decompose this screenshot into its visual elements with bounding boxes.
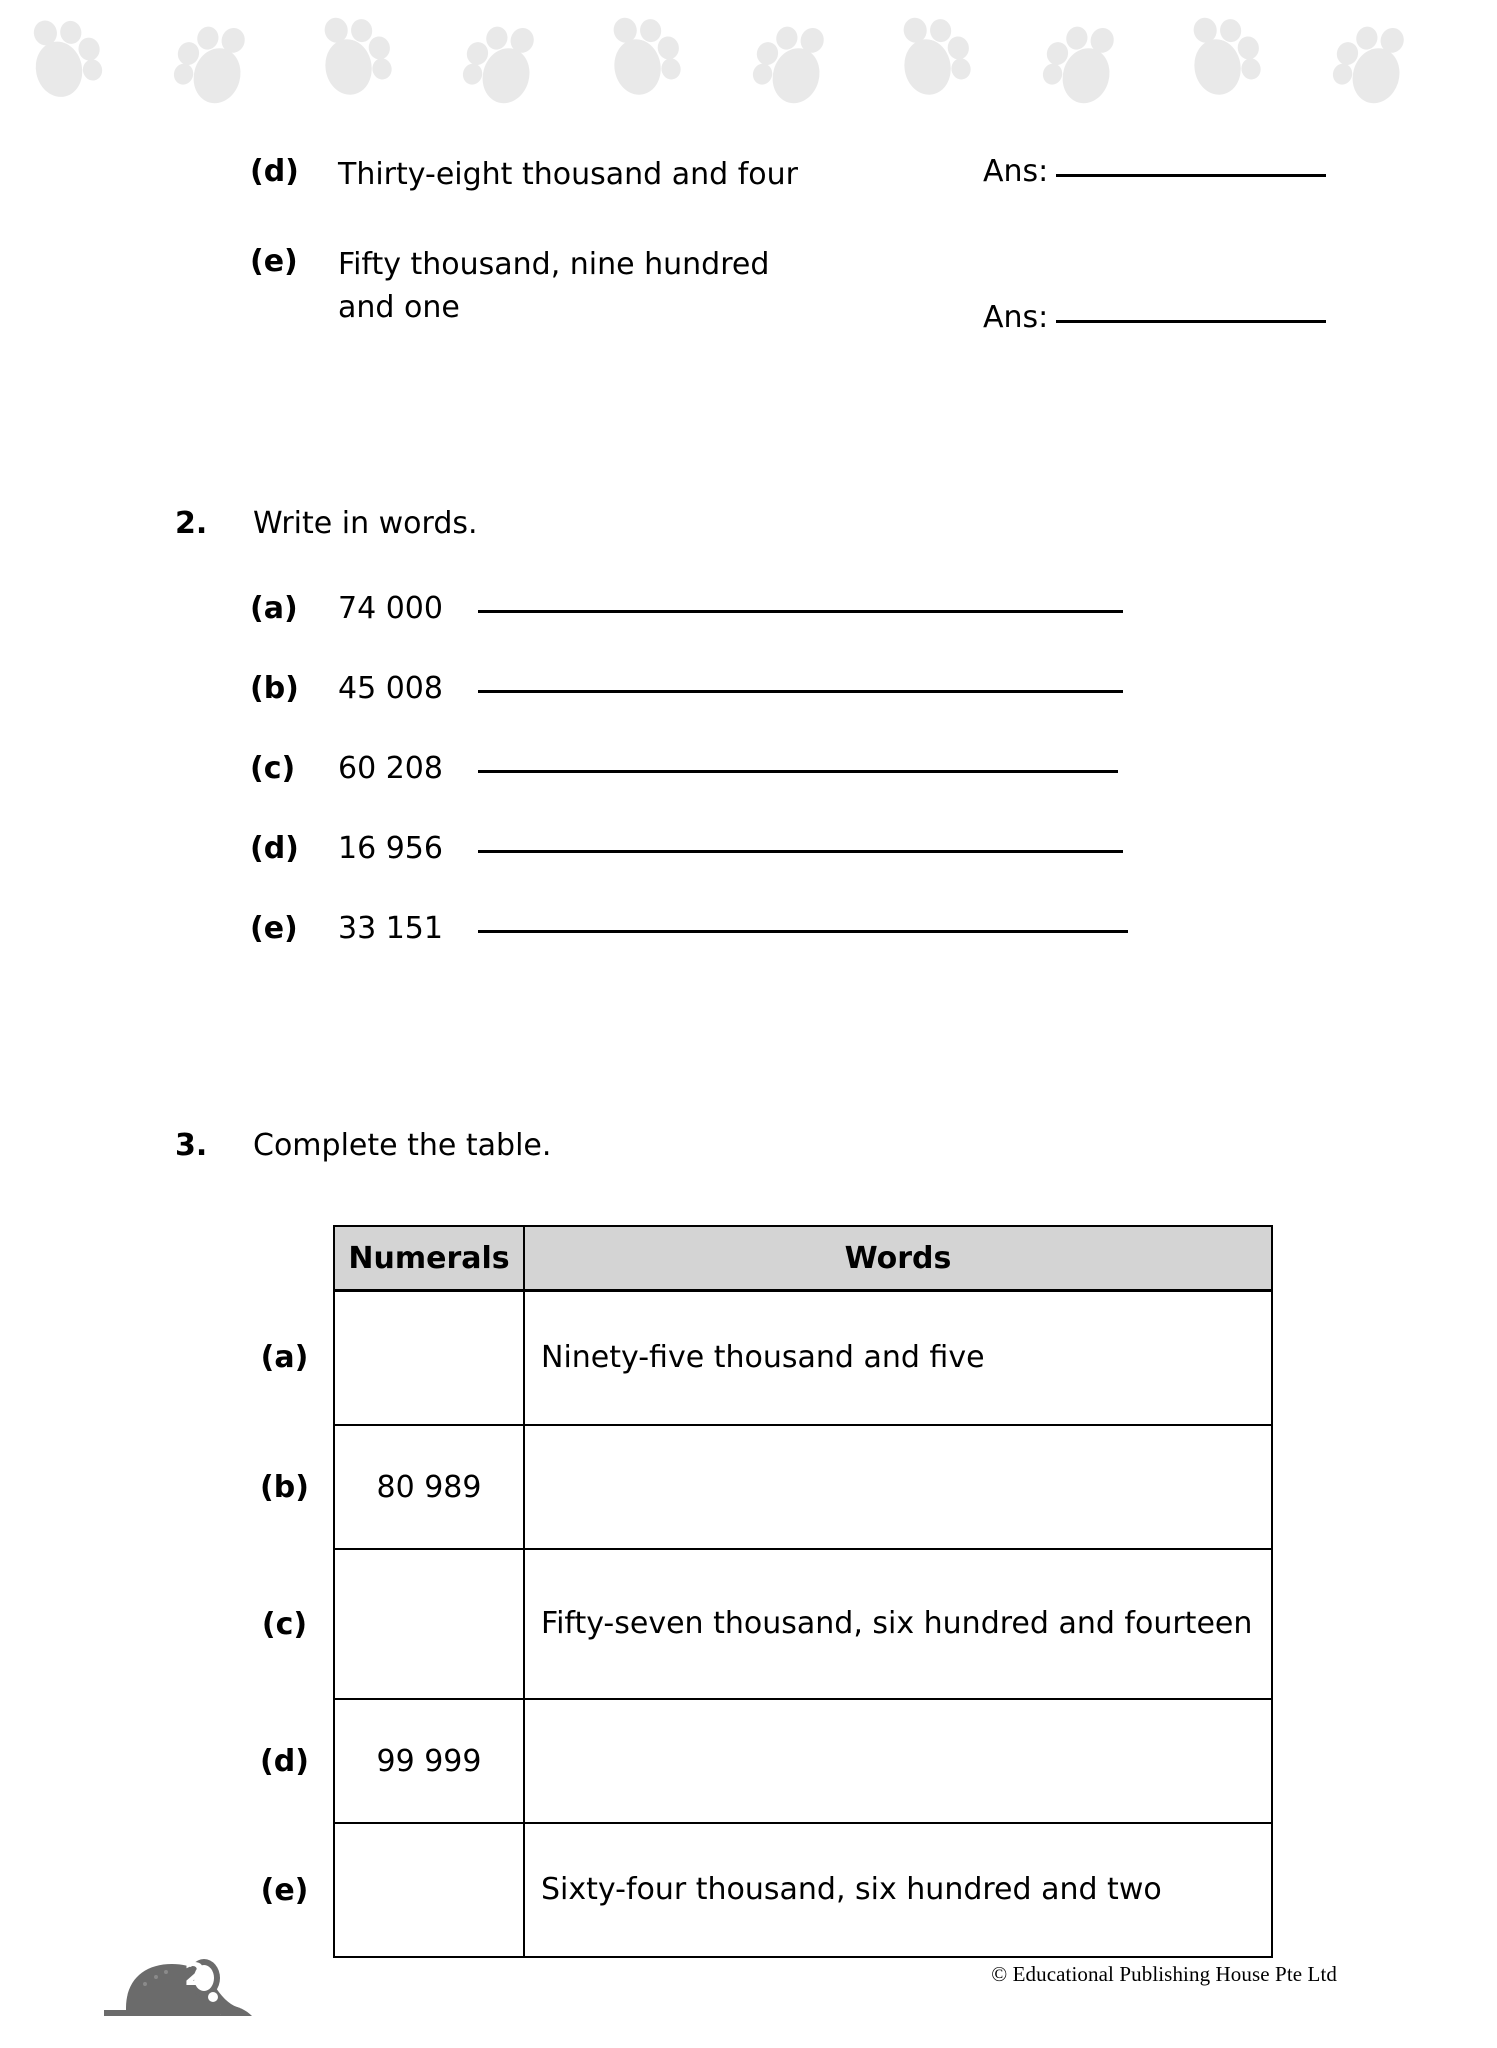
paw-print-icon (300, 0, 411, 110)
answer-blank-1e[interactable] (1056, 319, 1326, 323)
answer-blank-2c[interactable] (478, 769, 1118, 773)
row-marker-c: (c) (261, 1606, 308, 1642)
paw-print-icon (879, 0, 990, 110)
column-header-numerals: Numerals (334, 1226, 524, 1291)
row-marker-d: (d) (260, 1743, 309, 1779)
item-numeral: 33 151 (338, 911, 443, 946)
item-numeral: 60 208 (338, 751, 443, 786)
paw-print-icon (441, 3, 560, 122)
column-header-words: Words (524, 1226, 1272, 1291)
item-numeral: 45 008 (338, 671, 443, 706)
paw-print-icon (731, 3, 850, 122)
question-title: Complete the table. (253, 1128, 552, 1163)
row-marker-a: (a) (260, 1340, 309, 1376)
cell-words-e[interactable]: Sixty-four thousand, six hundred and two (524, 1823, 1272, 1957)
answer-label: Ans: (983, 154, 1049, 189)
answer-blank-1d[interactable] (1056, 173, 1326, 177)
item-letter: (e) (250, 911, 298, 946)
table-row (250, 1425, 1272, 1549)
question-2-item-e (250, 911, 1128, 946)
answer-blank-2e[interactable] (478, 929, 1128, 933)
question-3-table-wrapper (250, 1225, 1272, 1958)
item-letter: (e) (250, 244, 298, 279)
answer-group-1d (983, 154, 1326, 189)
page-number: 2 (184, 1957, 206, 1993)
answer-blank-2d[interactable] (478, 849, 1123, 853)
cell-numerals-c[interactable] (334, 1549, 524, 1699)
row-marker-spacer (250, 1226, 334, 1291)
item-prompt-line-2: and one (338, 289, 460, 325)
answer-group-1e (983, 300, 1326, 335)
page-footer (0, 1944, 1497, 2048)
row-marker-b: (b) (260, 1469, 309, 1505)
item-prompt (338, 244, 769, 329)
answer-blank-2b[interactable] (478, 689, 1123, 693)
table-row (250, 1291, 1272, 1426)
cell-words-d[interactable] (524, 1699, 1272, 1823)
item-numeral: 16 956 (338, 831, 443, 866)
item-letter: (c) (250, 751, 296, 786)
cell-words-a[interactable]: Ninety-five thousand and five (524, 1291, 1272, 1426)
paw-print-icon (1021, 3, 1140, 122)
item-letter: (b) (250, 671, 299, 706)
question-2-item-b (250, 671, 1123, 706)
paw-print-icon (1169, 0, 1280, 110)
cell-numerals-a[interactable] (334, 1291, 524, 1426)
cell-numerals-d[interactable]: 99 999 (334, 1699, 524, 1823)
table-row (250, 1823, 1272, 1957)
question-1-item-d (250, 154, 798, 197)
paw-print-icon (1311, 3, 1430, 122)
question-2-item-c (250, 751, 1118, 786)
cell-numerals-e[interactable] (334, 1823, 524, 1957)
row-marker-e: (e) (260, 1872, 309, 1908)
mouse-icon (100, 1944, 320, 2026)
item-prompt-line-1: Fifty thousand, nine hundred (338, 247, 770, 282)
table-row (250, 1699, 1272, 1823)
item-letter: (a) (250, 591, 298, 626)
copyright-notice: © Educational Publishing House Pte Ltd (991, 1962, 1337, 1986)
table-header-row (250, 1226, 1272, 1291)
paw-print-header-band (0, 0, 1497, 118)
question-title: Write in words. (253, 506, 478, 541)
table-row (250, 1549, 1272, 1699)
question-2-item-d (250, 831, 1123, 866)
item-numeral: 74 000 (338, 591, 443, 626)
paw-print-icon (589, 0, 700, 110)
answer-blank-2a[interactable] (478, 609, 1123, 613)
question-number: 2. (175, 506, 208, 541)
question-1-item-e (250, 244, 769, 329)
item-letter: (d) (250, 831, 299, 866)
paw-print-icon (9, 0, 123, 113)
question-number: 3. (175, 1128, 208, 1163)
numerals-words-table (250, 1225, 1273, 1958)
question-2-item-a (250, 591, 1123, 626)
cell-words-c[interactable]: Fifty-seven thousand, six hundred and fourteen (524, 1549, 1272, 1699)
cell-words-b[interactable] (524, 1425, 1272, 1549)
item-letter: (d) (250, 154, 299, 189)
question-3-heading (175, 1128, 551, 1163)
item-prompt: Thirty-eight thousand and four (338, 157, 798, 192)
paw-print-icon (152, 3, 271, 122)
answer-label: Ans: (983, 300, 1049, 335)
cell-numerals-b[interactable]: 80 989 (334, 1425, 524, 1549)
question-2-heading (175, 506, 478, 541)
